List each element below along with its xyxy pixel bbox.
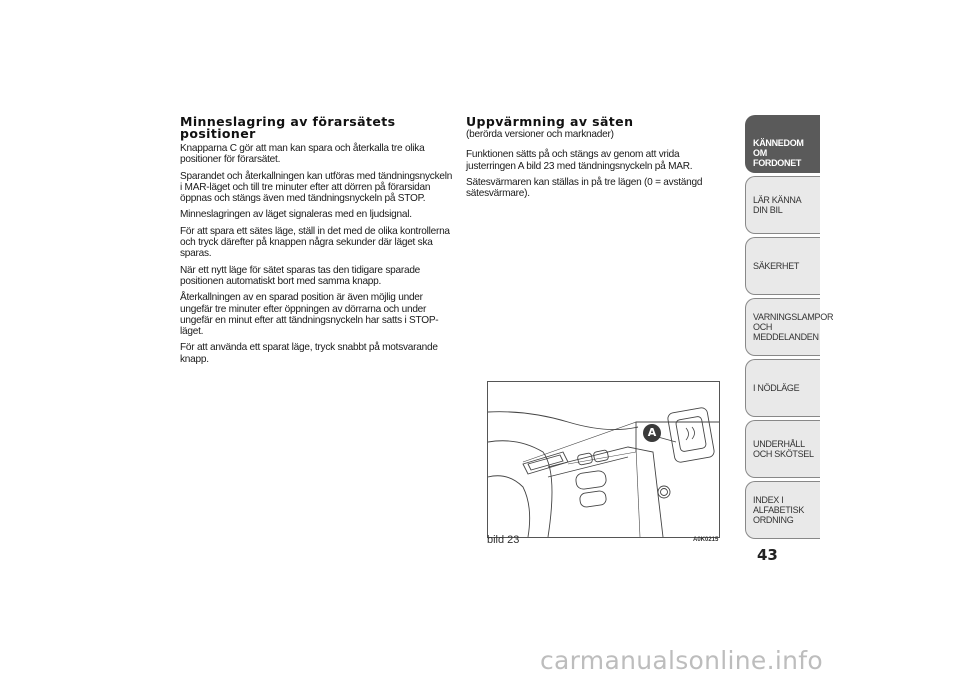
tab-index[interactable]: INDEX I ALFABETISK ORDNING [745,481,820,539]
paragraph: För att använda ett sparat läge, tryck snabbt på motsvarande knapp. [180,342,438,365]
tab-lar-kanna-din-bil[interactable]: LÄR KÄNNA DIN BIL [745,176,820,234]
tab-sakerhet[interactable]: SÄKERHET [745,237,820,295]
section-title-seat-heating: Uppvärmning av säten [466,114,634,129]
figure-caption: bild 23 [487,534,520,546]
tab-i-nodlage[interactable]: I NÖDLÄGE [745,359,820,417]
watermark: carmanualsonline.info [540,646,823,675]
right-column [466,116,738,204]
section-title-memory: Minneslagring av förarsätets positioner [180,114,396,141]
paragraph: Återkallningen av en sparad position är även möjlig under ungefär tre minuter efter öppningen av dörrarna och under ungefär en minut efter att tändningsnyckeln har satts i STOP-läget. [180,292,439,338]
seat-illustration [488,382,719,537]
paragraph: Knapparna C gör att man kan spara och återkalla tre olika positioner för förarsätet. [180,143,425,166]
chapter-tabs [745,115,834,542]
paragraph: Sparandet och återkallningen kan utföras med tändningsnyckeln i MAR-läget och till tre minuter efter att dörren på förarsidan öppnas och stängs även med tändningsnyckeln på STOP. [180,170,453,205]
figure-seat-controls [487,381,720,538]
page-number: 43 [757,546,778,564]
paragraph: När ett nytt läge för sätet sparas tas den tidigare sparade positionen automatiskt bort med samma knapp. [180,264,421,287]
section-subtitle: (berörda versioner och marknader) [466,129,614,140]
paragraph: Funktionen sätts på och stängs av genom att vrida justerringen A bild 23 med tändningsnyckeln på MAR. [466,149,693,172]
paragraph: Sätesvärmaren kan ställas in på tre lägen (0 = avstängd sätesvärmare). [466,176,703,200]
tab-kannedom-om-fordonet[interactable]: KÄNNEDOM OM FORDONET [745,115,820,173]
paragraph: För att spara ett sätes läge, ställ in det med de olika kontrollerna och tryck därefter på knappen några sekunder där läget ska sparas. [180,225,450,260]
figure-label-a: A [647,426,657,439]
paragraph: Minneslagringen av läget signaleras med en ljudsignal. [180,209,412,221]
figure-code: A0K0215 [693,537,719,543]
left-column [180,116,460,370]
tab-underhall-och-skotsel[interactable]: UNDERHÅLL OCH SKÖTSEL [745,420,820,478]
tab-varningslampor[interactable]: VARNINGSLAMPOR OCH MEDDELANDEN [745,298,820,356]
